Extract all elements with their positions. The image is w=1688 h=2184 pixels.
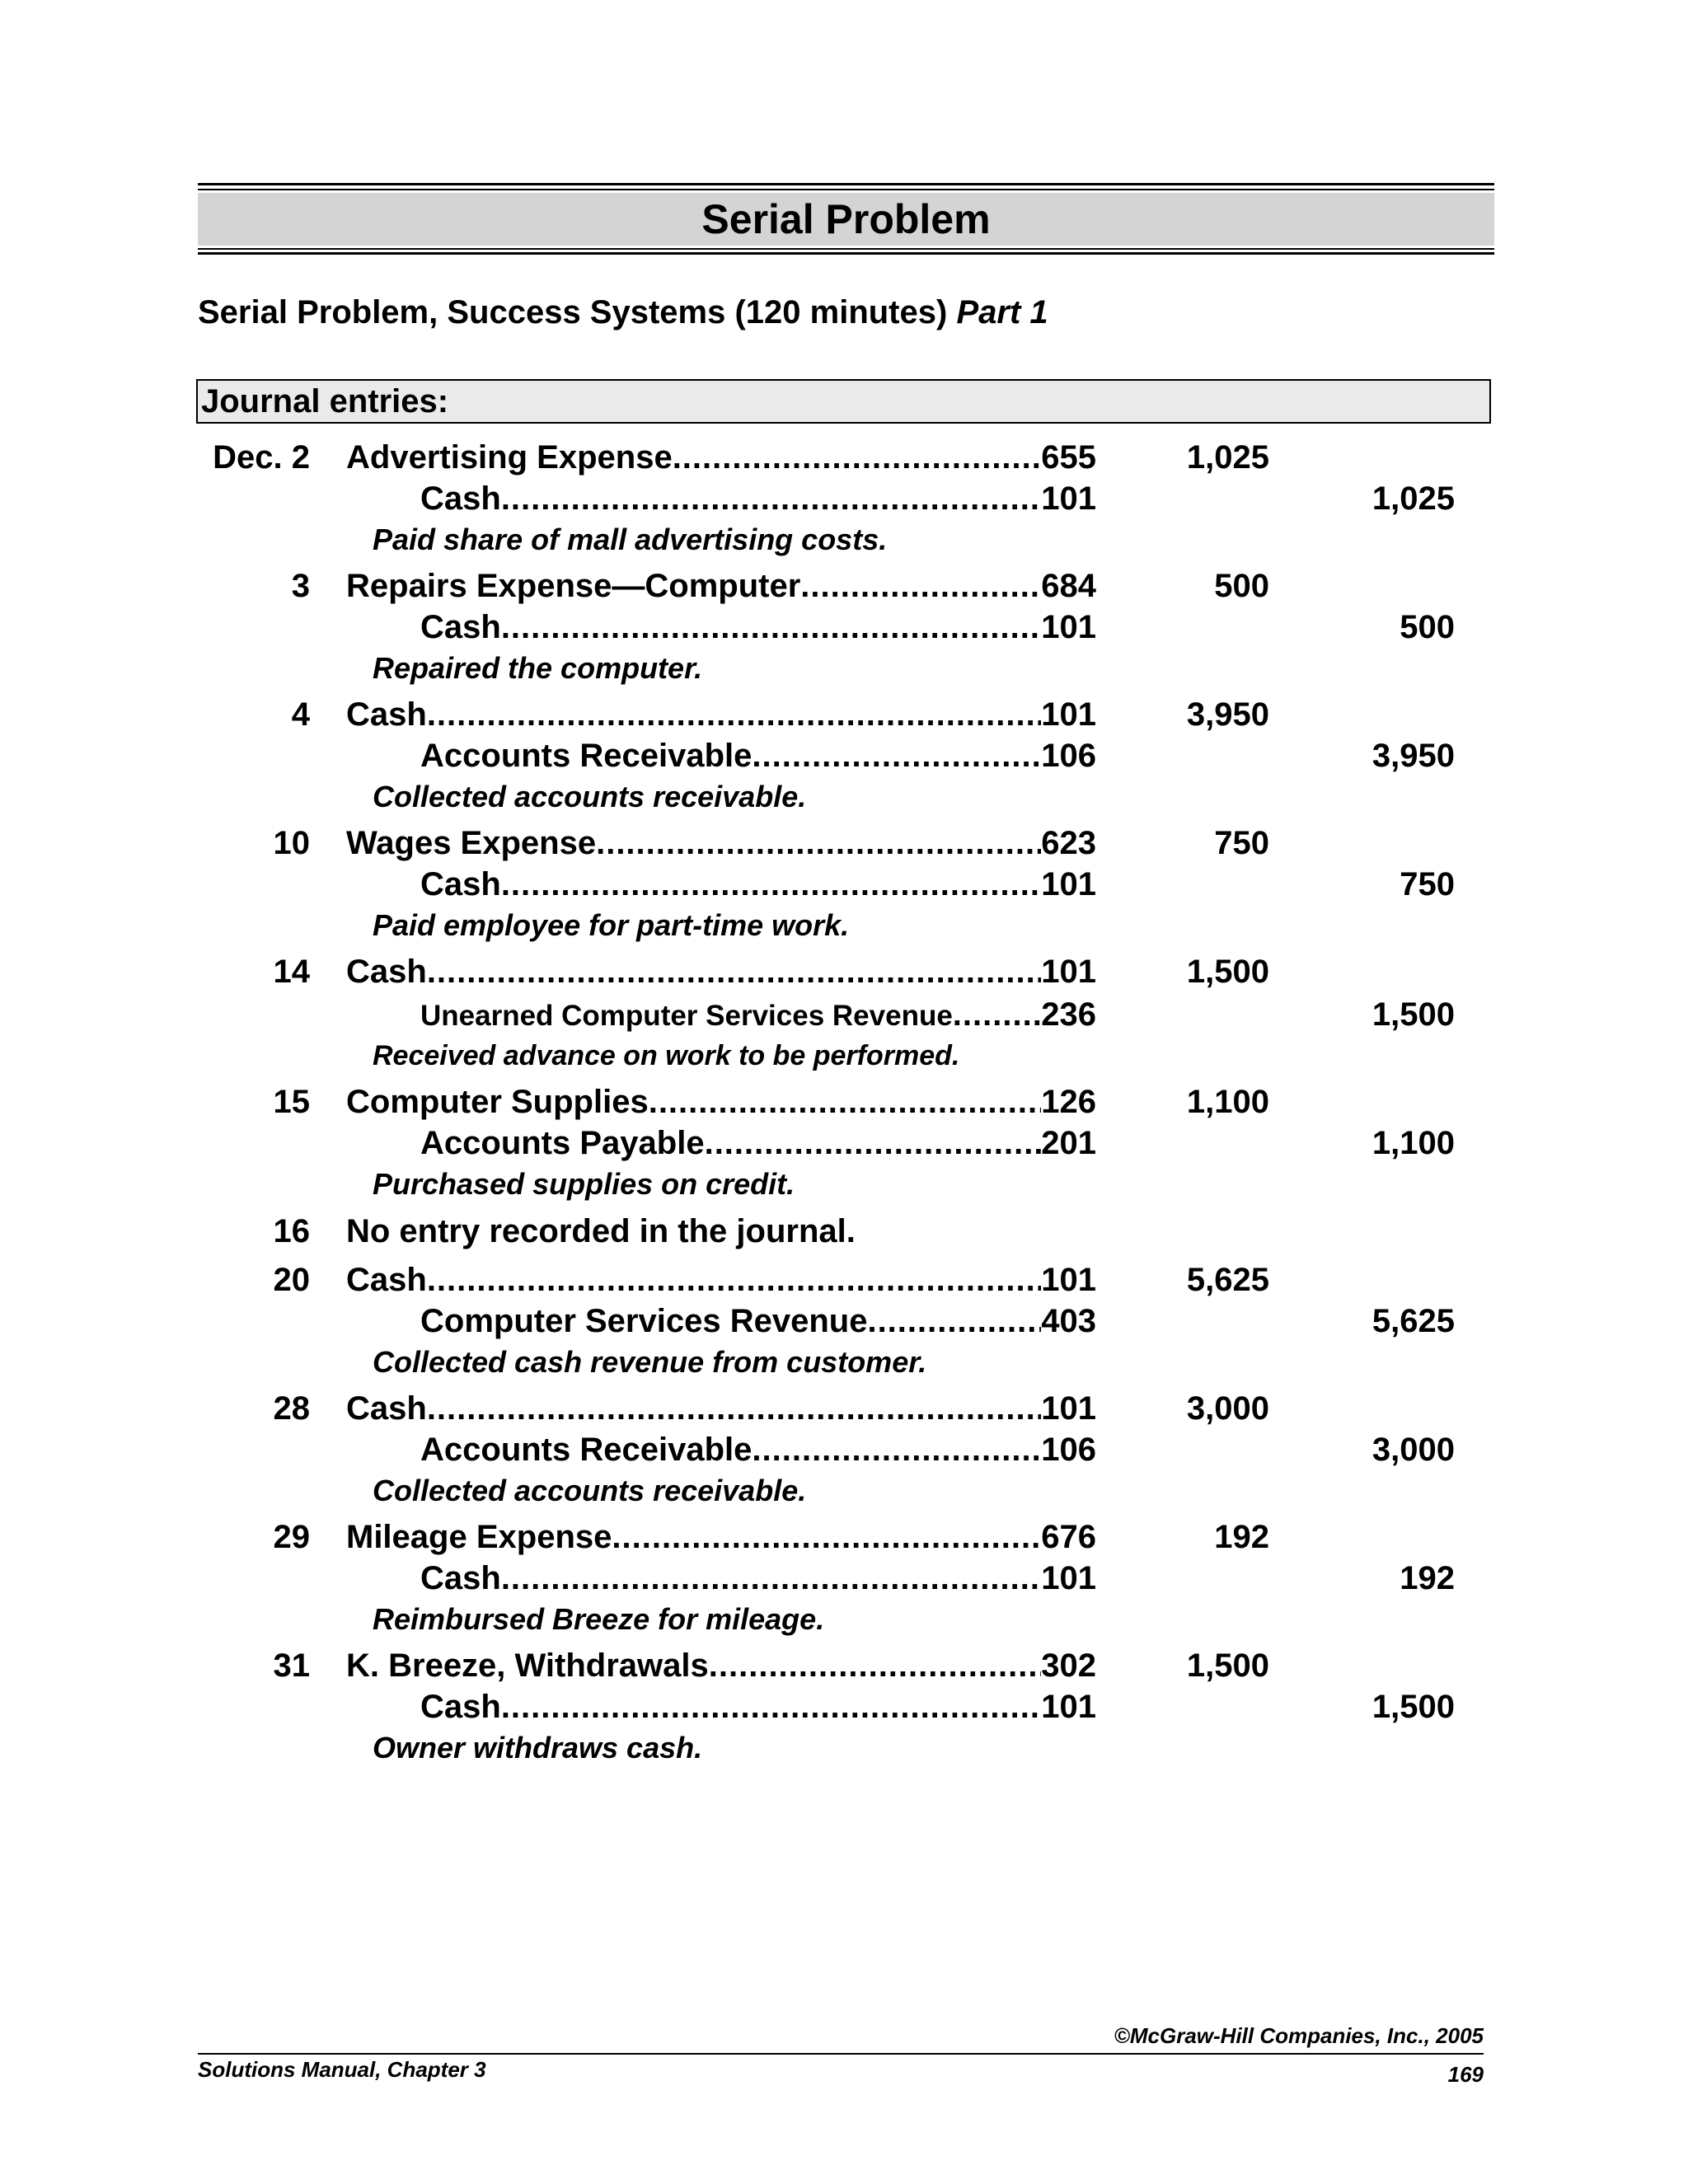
entry-date: 28	[273, 1390, 310, 1427]
debit-account: Cash	[346, 1390, 427, 1427]
banner-title: Serial Problem	[198, 193, 1494, 246]
credit-amount: 5,625	[1372, 1303, 1455, 1339]
credit-amount: 1,500	[1372, 996, 1455, 1033]
debit-line	[346, 568, 1096, 605]
credit-ref: 101	[1041, 609, 1096, 645]
page-number: 169	[1447, 2062, 1484, 2087]
credit-amount: 3,000	[1372, 1432, 1455, 1468]
entry-memo: Collected accounts receivable.	[373, 1474, 807, 1507]
debit-amount: 1,100	[1186, 1084, 1269, 1120]
debit-ref: 101	[1041, 696, 1096, 733]
debit-ref: 676	[1041, 1519, 1096, 1555]
entry-date: 15	[273, 1084, 310, 1120]
debit-ref: 126	[1041, 1084, 1096, 1120]
subtitle-part: Part 1	[956, 294, 1048, 330]
debit-line	[346, 696, 1096, 733]
debit-line	[346, 1084, 1096, 1121]
credit-line	[420, 480, 1096, 518]
debit-amount: 3,000	[1186, 1390, 1269, 1427]
problem-subtitle	[198, 294, 1048, 331]
credit-account: Cash	[420, 609, 501, 645]
debit-account: K. Breeze, Withdrawals	[346, 1647, 709, 1684]
credit-ref: 236	[1041, 996, 1096, 1033]
credit-ref: 101	[1041, 866, 1096, 902]
debit-amount: 1,500	[1186, 1647, 1269, 1684]
debit-ref: 101	[1041, 1390, 1096, 1427]
debit-account: Cash	[346, 696, 427, 733]
debit-account: Repairs Expense—Computer	[346, 568, 801, 604]
debit-ref: 623	[1041, 825, 1096, 861]
debit-line	[346, 954, 1096, 991]
entry-date: 4	[291, 696, 310, 733]
debit-amount: 500	[1214, 568, 1269, 604]
entry-date: 3	[291, 568, 310, 604]
credit-ref: 106	[1041, 1432, 1096, 1468]
debit-amount: 5,625	[1186, 1262, 1269, 1298]
credit-line	[420, 609, 1096, 646]
entry-memo: Repaired the computer.	[373, 651, 703, 685]
debit-ref: 101	[1041, 1262, 1096, 1298]
debit-account: Advertising Expense	[346, 439, 673, 476]
entry-memo: Purchased supplies on credit.	[373, 1167, 795, 1201]
credit-account: Cash	[420, 866, 501, 902]
entry-date: 10	[273, 825, 310, 861]
journal-entries-header: Journal entries:	[196, 379, 1491, 424]
credit-line	[420, 1432, 1096, 1469]
debit-line	[346, 1390, 1096, 1427]
credit-account: Cash	[420, 1560, 501, 1596]
credit-amount: 1,500	[1372, 1689, 1455, 1725]
debit-line	[346, 1262, 1096, 1299]
debit-line	[346, 439, 1096, 476]
section-banner	[198, 183, 1494, 255]
credit-ref: 101	[1041, 1560, 1096, 1596]
debit-account: Mileage Expense	[346, 1519, 612, 1555]
credit-account: Accounts Payable	[420, 1125, 705, 1161]
debit-ref: 684	[1041, 568, 1096, 604]
credit-ref: 101	[1041, 1689, 1096, 1725]
entry-memo: Collected cash revenue from customer.	[373, 1345, 927, 1379]
credit-ref: 403	[1041, 1303, 1096, 1339]
debit-line	[346, 1647, 1096, 1685]
debit-account: Cash	[346, 1262, 427, 1298]
debit-amount: 750	[1214, 825, 1269, 861]
debit-account: Cash	[346, 954, 427, 990]
debit-account: Wages Expense	[346, 825, 597, 861]
credit-amount: 750	[1400, 866, 1455, 902]
entry-date: 29	[273, 1519, 310, 1555]
debit-ref: 101	[1041, 954, 1096, 990]
credit-account: Computer Services Revenue	[420, 1303, 868, 1339]
credit-account: Accounts Receivable	[420, 1432, 753, 1468]
debit-amount: 3,950	[1186, 696, 1269, 733]
credit-line	[420, 1125, 1096, 1162]
debit-amount: 1,500	[1186, 954, 1269, 990]
credit-ref: 101	[1041, 480, 1096, 517]
entry-note: No entry recorded in the journal.	[346, 1213, 856, 1249]
debit-line	[346, 1519, 1096, 1556]
credit-account: Cash	[420, 480, 501, 517]
credit-ref: 201	[1041, 1125, 1096, 1161]
credit-line	[420, 996, 1096, 1033]
entry-memo: Received advance on work to be performed.	[373, 1040, 960, 1071]
debit-account: Computer Supplies	[346, 1084, 649, 1120]
credit-amount: 1,025	[1372, 480, 1455, 517]
credit-account: Accounts Receivable	[420, 738, 753, 774]
entry-memo: Reimbursed Breeze for mileage.	[373, 1602, 825, 1636]
entry-date: 31	[273, 1647, 310, 1684]
entry-memo: Owner withdraws cash.	[373, 1731, 703, 1765]
credit-amount: 192	[1400, 1560, 1455, 1596]
credit-line	[420, 738, 1096, 775]
credit-amount: 3,950	[1372, 738, 1455, 774]
credit-amount: 1,100	[1372, 1125, 1455, 1161]
credit-account: Unearned Computer Services Revenue	[420, 1000, 953, 1032]
debit-ref: 655	[1041, 439, 1096, 476]
footer-divider	[198, 2053, 1484, 2055]
entry-date: Dec. 2	[213, 439, 310, 476]
subtitle-main: Serial Problem, Success Systems (120 minutes)	[198, 294, 948, 330]
debit-amount: 1,025	[1186, 439, 1269, 476]
debit-ref: 302	[1041, 1647, 1096, 1684]
debit-line	[346, 825, 1096, 862]
entry-date: 14	[273, 954, 310, 990]
credit-account: Cash	[420, 1689, 501, 1725]
credit-line	[420, 1303, 1096, 1340]
credit-amount: 500	[1400, 609, 1455, 645]
entry-memo: Paid share of mall advertising costs.	[373, 523, 888, 556]
credit-line	[420, 1560, 1096, 1597]
debit-amount: 192	[1214, 1519, 1269, 1555]
entry-memo: Paid employee for part-time work.	[373, 908, 850, 942]
entry-date: 16	[273, 1213, 310, 1249]
entry-date: 20	[273, 1262, 310, 1298]
credit-line	[420, 866, 1096, 903]
credit-line	[420, 1689, 1096, 1726]
footer-chapter: Solutions Manual, Chapter 3	[198, 2057, 486, 2082]
credit-ref: 106	[1041, 738, 1096, 774]
footer-copyright: ©McGraw-Hill Companies, Inc., 2005	[1114, 2023, 1484, 2048]
entry-memo: Collected accounts receivable.	[373, 780, 807, 813]
